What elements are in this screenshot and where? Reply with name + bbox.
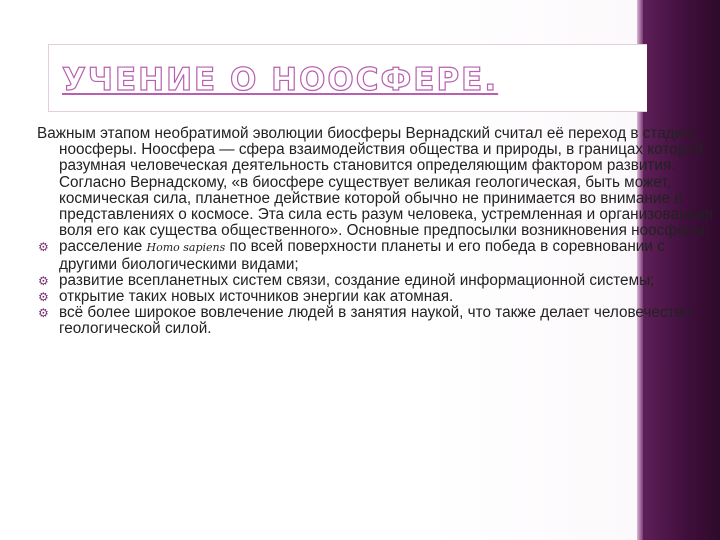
species-term: Homo sapiens bbox=[146, 241, 226, 255]
bullet-text: всё более широкое вовлечение людей в занятия наукой, что также делает человечество геологической силой. bbox=[59, 304, 692, 338]
bullet-item bbox=[37, 305, 717, 337]
sun-bullet-icon: ⚙ bbox=[38, 306, 49, 321]
bullet-item bbox=[37, 239, 717, 272]
slide-title: УЧЕНИЕ О НООСФЕРЕ. bbox=[62, 62, 499, 98]
bullet-item bbox=[37, 289, 717, 305]
slide-body bbox=[37, 126, 717, 338]
sun-bullet-icon: ⚙ bbox=[38, 240, 49, 255]
bullet-item bbox=[37, 273, 717, 289]
bullet-text: развитие всепланетных систем связи, создание единой информационной системы; bbox=[59, 271, 655, 289]
bullet-text-after: по всей поверхности планеты и его победа в соревновании с другими биологическими видами; bbox=[59, 238, 665, 273]
sun-bullet-icon: ⚙ bbox=[38, 273, 49, 288]
bullet-list bbox=[37, 239, 717, 337]
intro-paragraph: Важным этапом необратимой эволюции биосферы Вернадский считал её переход в стадию ноосферы. Ноосфера — сфера взаимодействия общества и природы, в границах которой разумная человеческая деятельность становится определяющим фактором развития. Согласно Вернадскому, «в биосфере существует великая геологическая, быть может, космическая сила, планетное действие которой обычно не принимается во внимание в представлениях о космосе. Эта сила есть разум человека, устремленная и организованная воля его как существа общественного». Основные предпосылки возникновения ноосферы: bbox=[37, 125, 713, 240]
bullet-text-before: расселение bbox=[59, 238, 147, 256]
bullet-text: открытие таких новых источников энергии как атомная. bbox=[59, 288, 454, 306]
sun-bullet-icon: ⚙ bbox=[38, 290, 49, 305]
